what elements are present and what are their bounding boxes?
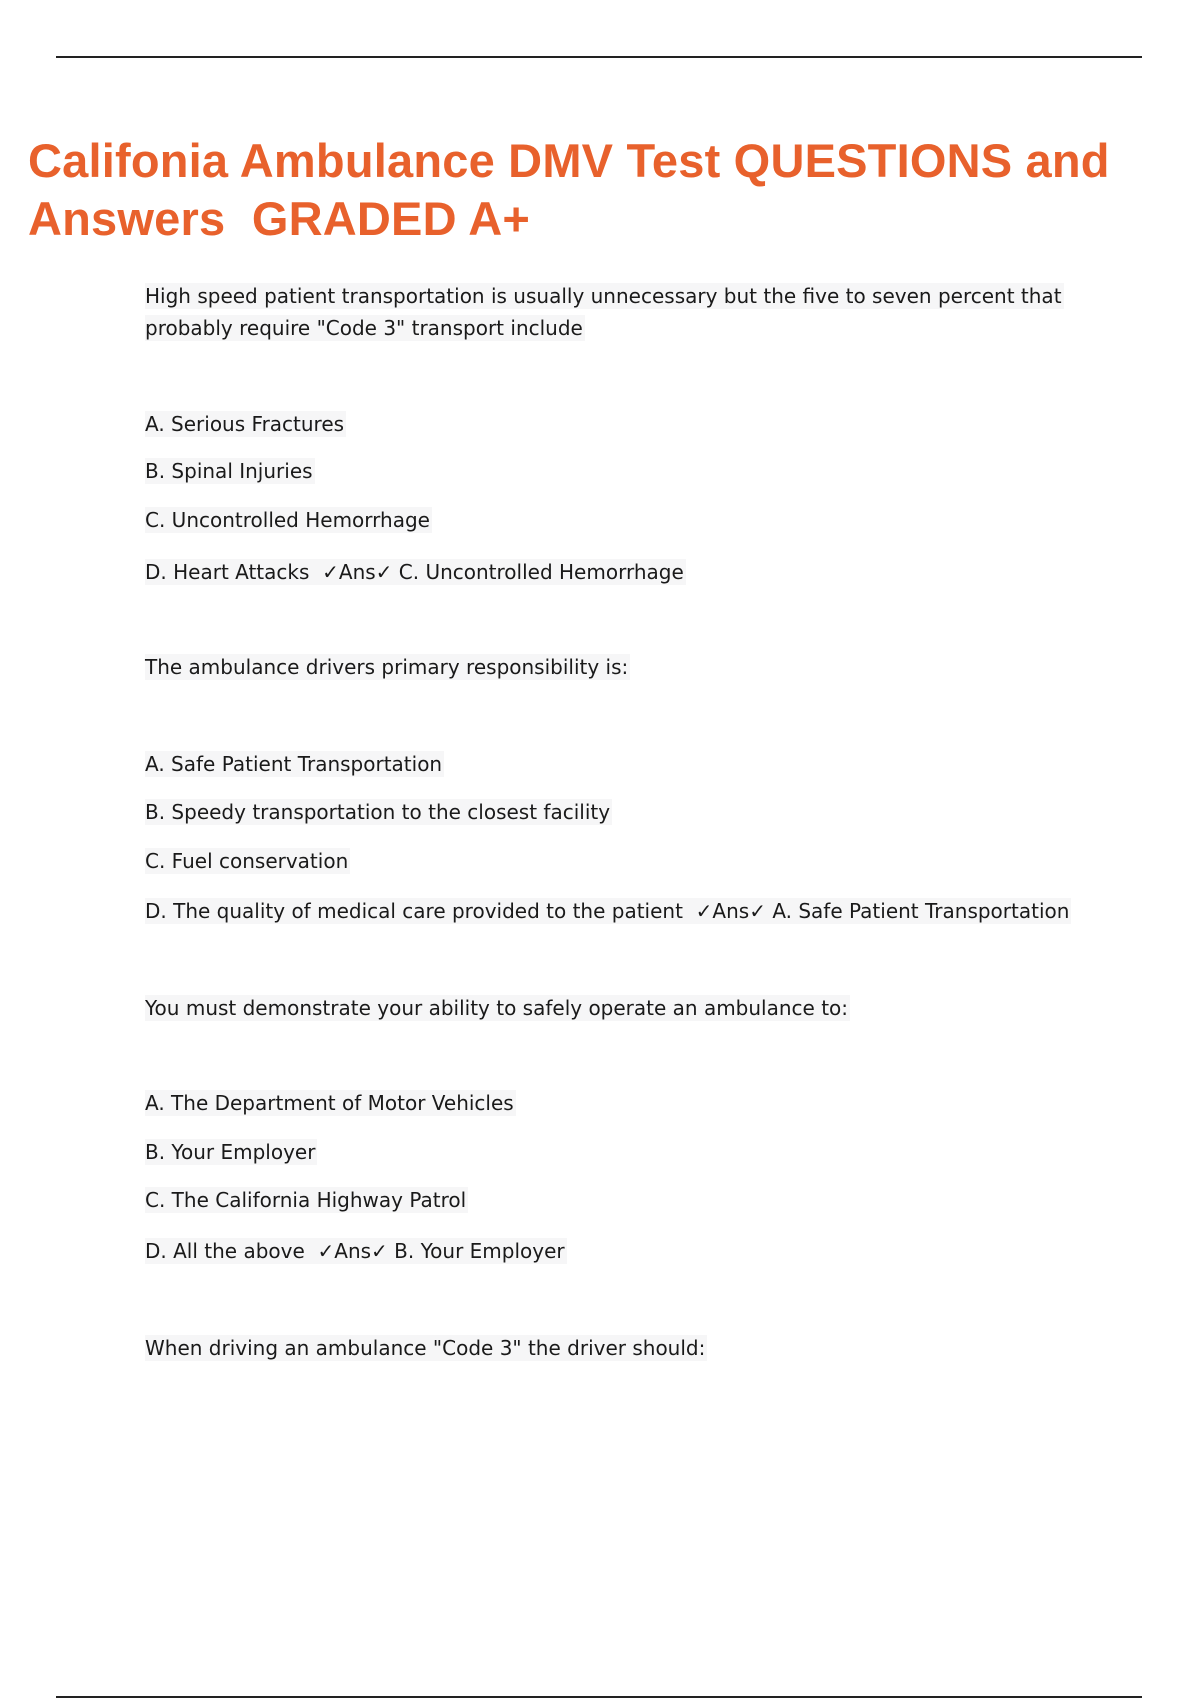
question-3-answer: B. Your Employer — [394, 1239, 565, 1263]
question-1-prompt-line-2: probably require "Code 3" transport include — [145, 316, 583, 340]
title-line-2: Answers GRADED A+ — [28, 192, 531, 245]
document-title — [28, 132, 1178, 248]
question-3-option-d: D. All the above — [145, 1239, 305, 1263]
question-4-prompt-line-1: When driving an ambulance "Code 3" the driver should: — [145, 1336, 706, 1360]
question-1-option-c: C. Uncontrolled Hemorrhage — [145, 508, 430, 532]
question-1-option-d: D. Heart Attacks — [145, 560, 310, 584]
title-line-1: Califonia Ambulance DMV Test QUESTIONS and — [28, 134, 1110, 187]
answer-marker: ✓Ans✓ — [317, 1239, 388, 1263]
question-2-option-d-with-answer — [145, 895, 1071, 927]
question-1-option-b: B. Spinal Injuries — [145, 459, 313, 483]
question-3-option-c: C. The California Highway Patrol — [145, 1188, 467, 1212]
question-2-answer: A. Safe Patient Transportation — [772, 899, 1070, 923]
question-1-prompt-line-1: High speed patient transportation is usually unnecessary but the five to seven percent that — [145, 284, 1062, 308]
question-1-option-a: A. Serious Fractures — [145, 412, 345, 436]
answer-marker: ✓Ans✓ — [322, 560, 393, 584]
answer-marker: ✓Ans✓ — [695, 899, 766, 923]
top-rule — [56, 56, 1142, 58]
question-2-option-b: B. Speedy transportation to the closest facility — [145, 800, 611, 824]
question-2-option-a: A. Safe Patient Transportation — [145, 752, 443, 776]
question-3-option-d-with-answer — [145, 1235, 567, 1267]
bottom-rule — [56, 1696, 1142, 1698]
question-3-option-a: A. The Department of Motor Vehicles — [145, 1091, 514, 1115]
question-2-option-d: D. The quality of medical care provided to the patient — [145, 899, 683, 923]
question-3-prompt-line-1: You must demonstrate your ability to safely operate an ambulance to: — [145, 996, 849, 1020]
question-1-answer: C. Uncontrolled Hemorrhage — [398, 560, 684, 584]
question-2-prompt-line-1: The ambulance drivers primary responsibility is: — [145, 655, 629, 679]
question-3-option-b: B. Your Employer — [145, 1140, 316, 1164]
question-2-option-c: C. Fuel conservation — [145, 849, 349, 873]
question-1-option-d-with-answer — [145, 556, 686, 588]
